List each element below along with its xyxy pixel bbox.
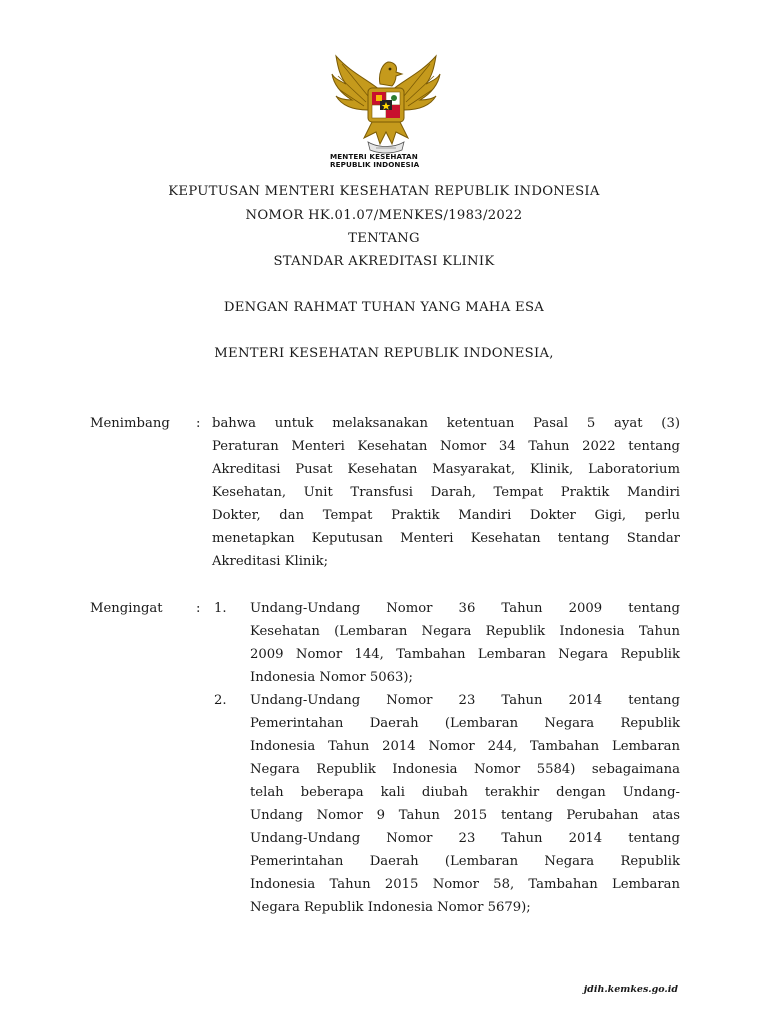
issuer: MENTERI KESEHATAN REPUBLIK INDONESIA, bbox=[214, 346, 554, 361]
mengingat-label: Mengingat bbox=[90, 601, 163, 616]
decree-number: NOMOR HK.01.07/MENKES/1983/2022 bbox=[245, 208, 523, 223]
mengingat-item-number: 2. bbox=[214, 693, 227, 708]
menimbang-line: Akreditasi Pusat Kesehatan Masyarakat, Klinik, Laboratorium bbox=[212, 462, 680, 477]
mengingat-item-line: telah beberapa kali diubah terakhir dengan Undang- bbox=[250, 785, 680, 800]
menimbang-line: bahwa untuk melaksanakan ketentuan Pasal 5 ayat (3) bbox=[212, 416, 680, 431]
ministry-label bbox=[330, 153, 450, 169]
mengingat-item-line: Negara Republik Indonesia Nomor 5584) sebagaimana bbox=[250, 762, 680, 777]
mengingat-item-line: Indonesia Tahun 2015 Nomor 58, Tambahan Lembaran bbox=[250, 877, 680, 892]
mengingat-colon: : bbox=[196, 601, 201, 616]
menimbang-line: Akreditasi Klinik; bbox=[212, 554, 329, 569]
mengingat-item-text bbox=[250, 597, 680, 689]
mengingat-item-line: Undang-Undang Nomor 23 Tahun 2014 tentang bbox=[250, 831, 680, 846]
menimbang-text bbox=[212, 412, 680, 573]
mengingat-item-line: Kesehatan (Lembaran Negara Republik Indonesia Tahun bbox=[250, 624, 680, 639]
decree-subject: STANDAR AKREDITASI KLINIK bbox=[273, 254, 495, 269]
mengingat-item-line: 2009 Nomor 144, Tambahan Lembaran Negara Republik bbox=[250, 647, 680, 662]
mengingat-item-line: Undang-Undang Nomor 36 Tahun 2009 tentang bbox=[250, 601, 680, 616]
mengingat-item-line: Pemerintahan Daerah (Lembaran Negara Republik bbox=[250, 854, 680, 869]
ministry-label-line2: REPUBLIK INDONESIA bbox=[330, 160, 420, 169]
mengingat-item-line: Undang Nomor 9 Tahun 2015 tentang Perubahan atas bbox=[250, 808, 680, 823]
menimbang-line: Dokter, dan Tempat Praktik Mandiri Dokter Gigi, perlu bbox=[212, 508, 680, 523]
invocation: DENGAN RAHMAT TUHAN YANG MAHA ESA bbox=[223, 300, 545, 315]
decree-title: KEPUTUSAN MENTERI KESEHATAN REPUBLIK INDONESIA bbox=[168, 184, 600, 199]
menimbang-colon: : bbox=[196, 416, 201, 431]
mengingat-item-number: 1. bbox=[214, 601, 227, 616]
ministry-label-line1: MENTERI KESEHATAN bbox=[330, 152, 418, 161]
mengingat-item-line: Negara Republik Indonesia Nomor 5679); bbox=[250, 900, 531, 915]
mengingat-item-line: Undang-Undang Nomor 23 Tahun 2014 tentang bbox=[250, 693, 680, 708]
menimbang-line: menetapkan Keputusan Menteri Kesehatan tentang Standar bbox=[212, 531, 680, 546]
mengingat-item-line: Indonesia Nomor 5063); bbox=[250, 670, 413, 685]
mengingat-item-line: Indonesia Tahun 2014 Nomor 244, Tambahan Lembaran bbox=[250, 739, 680, 754]
garuda-pancasila-emblem-icon bbox=[328, 50, 444, 154]
mengingat-item-line: Pemerintahan Daerah (Lembaran Negara Republik bbox=[250, 716, 680, 731]
decree-tentang: TENTANG bbox=[348, 231, 420, 246]
menimbang-line: Kesehatan, Unit Transfusi Darah, Tempat Praktik Mandiri bbox=[212, 485, 680, 500]
mengingat-item-text bbox=[250, 689, 680, 919]
footer-url[interactable]: jdih.kemkes.go.id bbox=[583, 984, 678, 995]
menimbang-label: Menimbang bbox=[90, 416, 170, 431]
menimbang-line: Peraturan Menteri Kesehatan Nomor 34 Tahun 2022 tentang bbox=[212, 439, 680, 454]
